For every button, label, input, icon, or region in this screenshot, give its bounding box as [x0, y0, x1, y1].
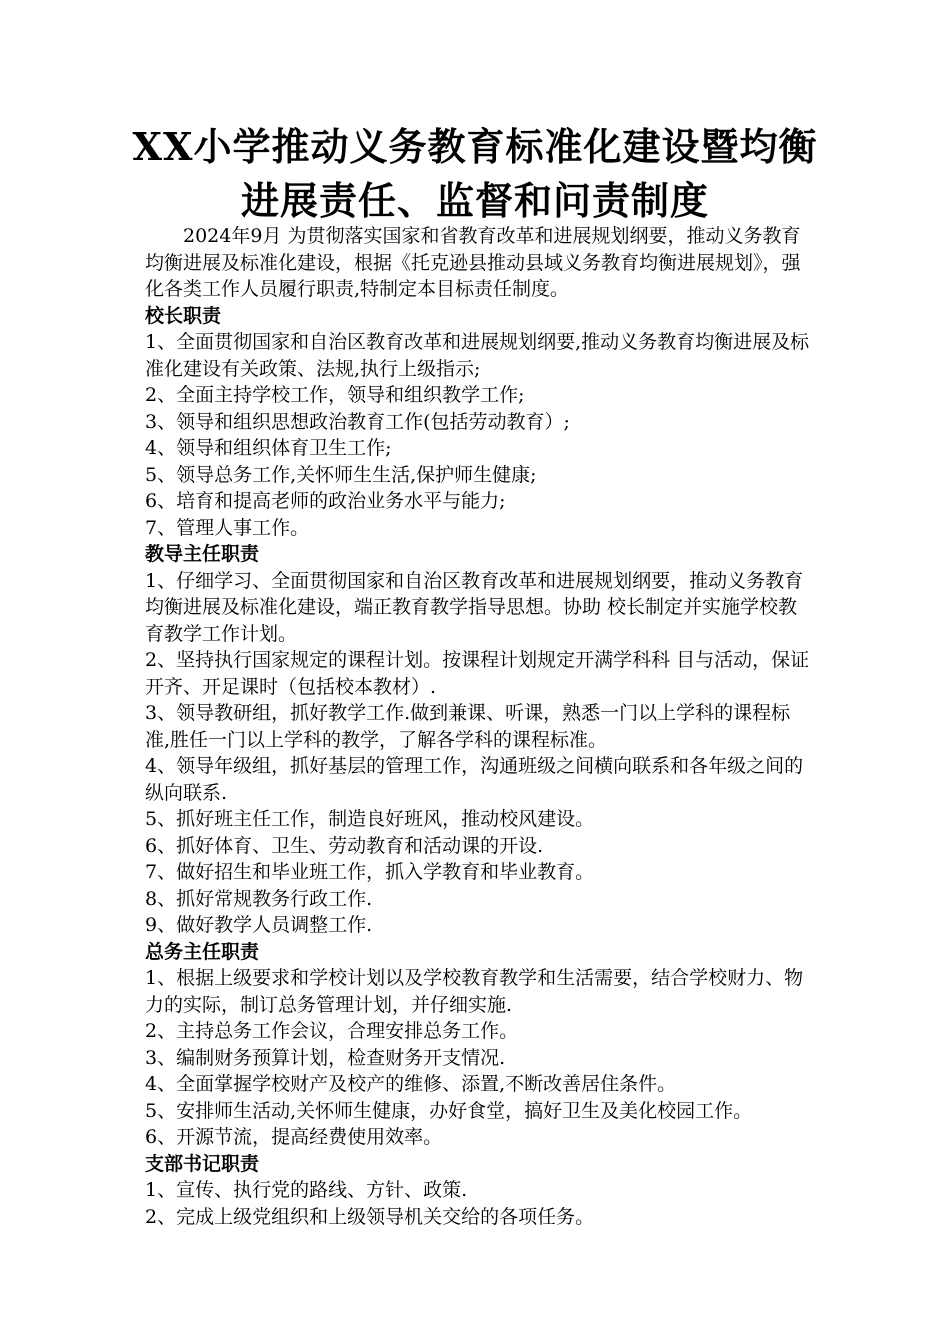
principal-duty-4: 4、领导和组织体育卫生工作;	[145, 437, 392, 459]
secretary-duty-1: 1、宣传、执行党的路线、方针、政策.	[145, 1179, 468, 1201]
title-line-2: 进展责任、监督和问责制度	[240, 178, 709, 223]
principal-duty-3: 3、领导和组织思想政治教育工作(包括劳动教育）;	[145, 410, 570, 433]
academic-duty-4: 4、领导年级组，抓好基层的管理工作，沟通班级之间横向联系和各年级之间的纵向联系.	[145, 755, 804, 804]
affairs-duty-2: 2、主持总务工作会议，合理安排总务工作。	[145, 1020, 519, 1042]
principal-duty-2: 2、全面主持学校工作，领导和组织教学工作;	[145, 384, 525, 406]
affairs-duty-3: 3、编制财务预算计划，检查财务开支情况.	[145, 1046, 506, 1069]
principal-duty-5: 5、领导总务工作,关怀师生生活,保护师生健康;	[145, 463, 537, 486]
document-title	[120, 120, 830, 228]
section-heading-academic-director: 教导主任职责	[145, 543, 260, 565]
affairs-duty-4: 4、全面掌握学校财产及校产的维修、添置,不断改善居住条件。	[145, 1073, 677, 1095]
document-body	[145, 223, 815, 1230]
academic-duty-2: 2、坚持执行国家规定的课程计划。按课程计划规定开满学科科 目与活动，保证开齐、开足课时（包括校本教材）.	[145, 649, 810, 698]
principal-duty-1: 1、全面贯彻国家和自治区教育改革和进展规划纲要,推动义务教育均衡进展及标准化建设有关政策、法规,执行上级指示;	[145, 331, 810, 380]
affairs-duty-6: 6、开源节流，提高经费使用效率。	[145, 1126, 443, 1148]
principal-duty-6: 6、培育和提高老师的政治业务水平与能力;	[145, 490, 506, 512]
section-heading-principal: 校长职责	[145, 304, 222, 327]
section-heading-party-secretary: 支部书记职责	[145, 1152, 260, 1175]
academic-duty-9: 9、做好教学人员调整工作.	[145, 914, 373, 936]
academic-duty-6: 6、抓好体育、卫生、劳动教育和活动课的开设.	[145, 834, 544, 857]
section-heading-general-affairs: 总务主任职责	[145, 940, 260, 963]
principal-duty-7: 7、管理人事工作。	[145, 516, 310, 539]
intro-paragraph: 2024年9月 为贯彻落实国家和省教育改革和进展规划纲要，推动义务教育均衡进展及标准化建设，根据《托克逊县推动县域义务教育均衡进展规划》，强化各类工作人员履行职责,特制定本目标责任制度。	[145, 225, 801, 300]
affairs-duty-1: 1、根据上级要求和学校计划以及学校教育教学和生活需要，结合学校财力、物力的实际，制订总务管理计划，并仔细实施.	[145, 967, 804, 1016]
academic-duty-5: 5、抓好班主任工作，制造良好班风，推动校风建设。	[145, 808, 595, 830]
academic-duty-8: 8、抓好常规教务行政工作.	[145, 887, 373, 910]
academic-duty-3: 3、领导教研组，抓好教学工作.做到兼课、听课，熟悉一门以上学科的课程标准,胜任一门以上学科的教学，了解各学科的课程标准。	[145, 702, 791, 751]
affairs-duty-5: 5、安排师生活动,关怀师生健康，办好食堂，搞好卫生及美化校园工作。	[145, 1099, 753, 1122]
academic-duty-7: 7、做好招生和毕业班工作，抓入学教育和毕业教育。	[145, 861, 595, 883]
academic-duty-1: 1、仔细学习、全面贯彻国家和自治区教育改革和进展规划纲要，推动义务教育均衡进展及标准化建设，端正教育教学指导思想。协助 校长制定并实施学校教育教学工作计划。	[145, 569, 804, 645]
secretary-duty-2: 2、完成上级党组织和上级领导机关交给的各项任务。	[145, 1205, 595, 1228]
title-line-1: XX小学推动义务教育标准化建设暨均衡	[132, 124, 818, 169]
